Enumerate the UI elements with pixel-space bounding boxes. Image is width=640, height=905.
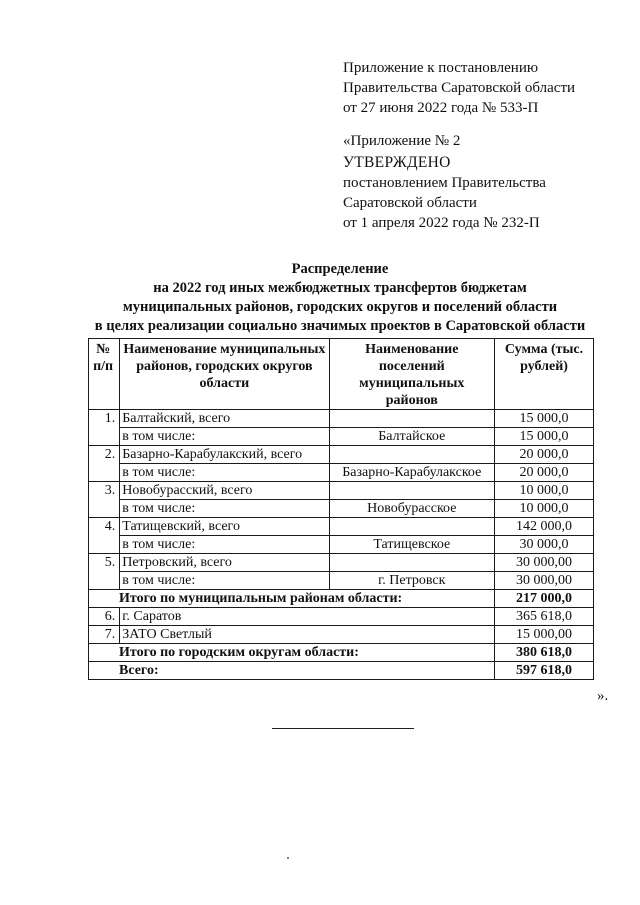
grand-total-label: Всего: [89,662,495,680]
table-row [89,500,594,518]
table-row [89,626,594,644]
sum-value: 20 000,0 [495,446,594,464]
decree-header-line-1: Приложение к постановлению [343,60,539,76]
settlement-name [329,446,495,464]
approval-stamp [343,153,546,233]
total-cities-label: Итого по городским округам области: [89,644,495,662]
title-line-4: в целях реализации социально значимых проектов в Саратовской области [94,318,586,334]
header-num: № п/п [89,339,120,410]
district-name: в том числе: [120,428,329,446]
approval-head: УТВЕРЖДЕНО [343,154,451,171]
total-districts-row [89,590,594,608]
district-name: Базарно-Карабулакский, всего [120,446,329,464]
district-name: Татищевский, всего [120,518,329,536]
end-divider [272,728,414,729]
row-num: 4. [89,518,120,554]
document-title [60,260,620,336]
sum-value: 30 000,00 [495,572,594,590]
row-num: 1. [89,410,120,446]
sum-value: 365 618,0 [495,608,594,626]
sum-value: 15 000,00 [495,626,594,644]
row-num: 3. [89,482,120,518]
scan-speck [287,857,289,859]
settlement-name: Новобурасское [329,500,495,518]
city-name: ЗАТО Светлый [120,626,495,644]
settlement-name [329,410,495,428]
district-name: в том числе: [120,464,329,482]
table-row [89,608,594,626]
settlement-name [329,554,495,572]
settlement-name [329,482,495,500]
header-settlement: Наименование поселений муниципальных районов [329,339,495,410]
table-row [89,410,594,428]
header-district: Наименование муниципальных районов, городских округов области [120,339,329,410]
sum-value: 10 000,0 [495,482,594,500]
decree-header-line-3: от 27 июня 2022 года № 533-П [343,100,539,116]
title-line-1: Распределение [291,261,389,277]
district-name: Балтайский, всего [120,410,329,428]
sum-value: 20 000,0 [495,464,594,482]
total-districts-label: Итого по муниципальным районам области: [89,590,495,608]
district-name: в том числе: [120,536,329,554]
total-cities-sum: 380 618,0 [495,644,594,662]
closing-quote: ». [597,688,609,704]
sum-value: 10 000,0 [495,500,594,518]
table-header-row [89,339,594,410]
settlement-name [329,518,495,536]
settlement-name: Балтайское [329,428,495,446]
settlement-name: Базарно-Карабулакское [329,464,495,482]
sum-value: 15 000,0 [495,410,594,428]
table-row [89,464,594,482]
appendix-label: «Приложение № 2 [343,133,461,149]
district-name: в том числе: [120,572,329,590]
sum-value: 30 000,00 [495,554,594,572]
sum-value: 30 000,0 [495,536,594,554]
sum-value: 15 000,0 [495,428,594,446]
decree-header [343,58,575,118]
approval-line-2: Саратовской области [343,195,477,211]
sum-value: 142 000,0 [495,518,594,536]
district-name: Петровский, всего [120,554,329,572]
row-num: 5. [89,554,120,590]
district-name: Новобурасский, всего [120,482,329,500]
approval-line-3: от 1 апреля 2022 года № 232-П [343,215,540,231]
table-row [89,554,594,572]
table-row [89,428,594,446]
title-line-2: на 2022 год иных межбюджетных трансфертов бюджетам [153,280,527,296]
total-cities-row [89,644,594,662]
table-row [89,482,594,500]
approval-line-1: постановлением Правительства [343,175,546,191]
table-row [89,518,594,536]
row-num: 6. [89,608,120,626]
row-num: 7. [89,626,120,644]
total-districts-sum: 217 000,0 [495,590,594,608]
table-row [89,536,594,554]
settlement-name: Татищевское [329,536,495,554]
distribution-table [88,338,594,680]
settlement-name: г. Петровск [329,572,495,590]
table-row [89,572,594,590]
table-row [89,446,594,464]
title-line-3: муниципальных районов, городских округов и поселений области [122,299,558,315]
header-sum: Сумма (тыс. рублей) [495,339,594,410]
city-name: г. Саратов [120,608,495,626]
grand-total-sum: 597 618,0 [495,662,594,680]
decree-header-line-2: Правительства Саратовской области [343,80,576,96]
district-name: в том числе: [120,500,329,518]
row-num: 2. [89,446,120,482]
grand-total-row [89,662,594,680]
